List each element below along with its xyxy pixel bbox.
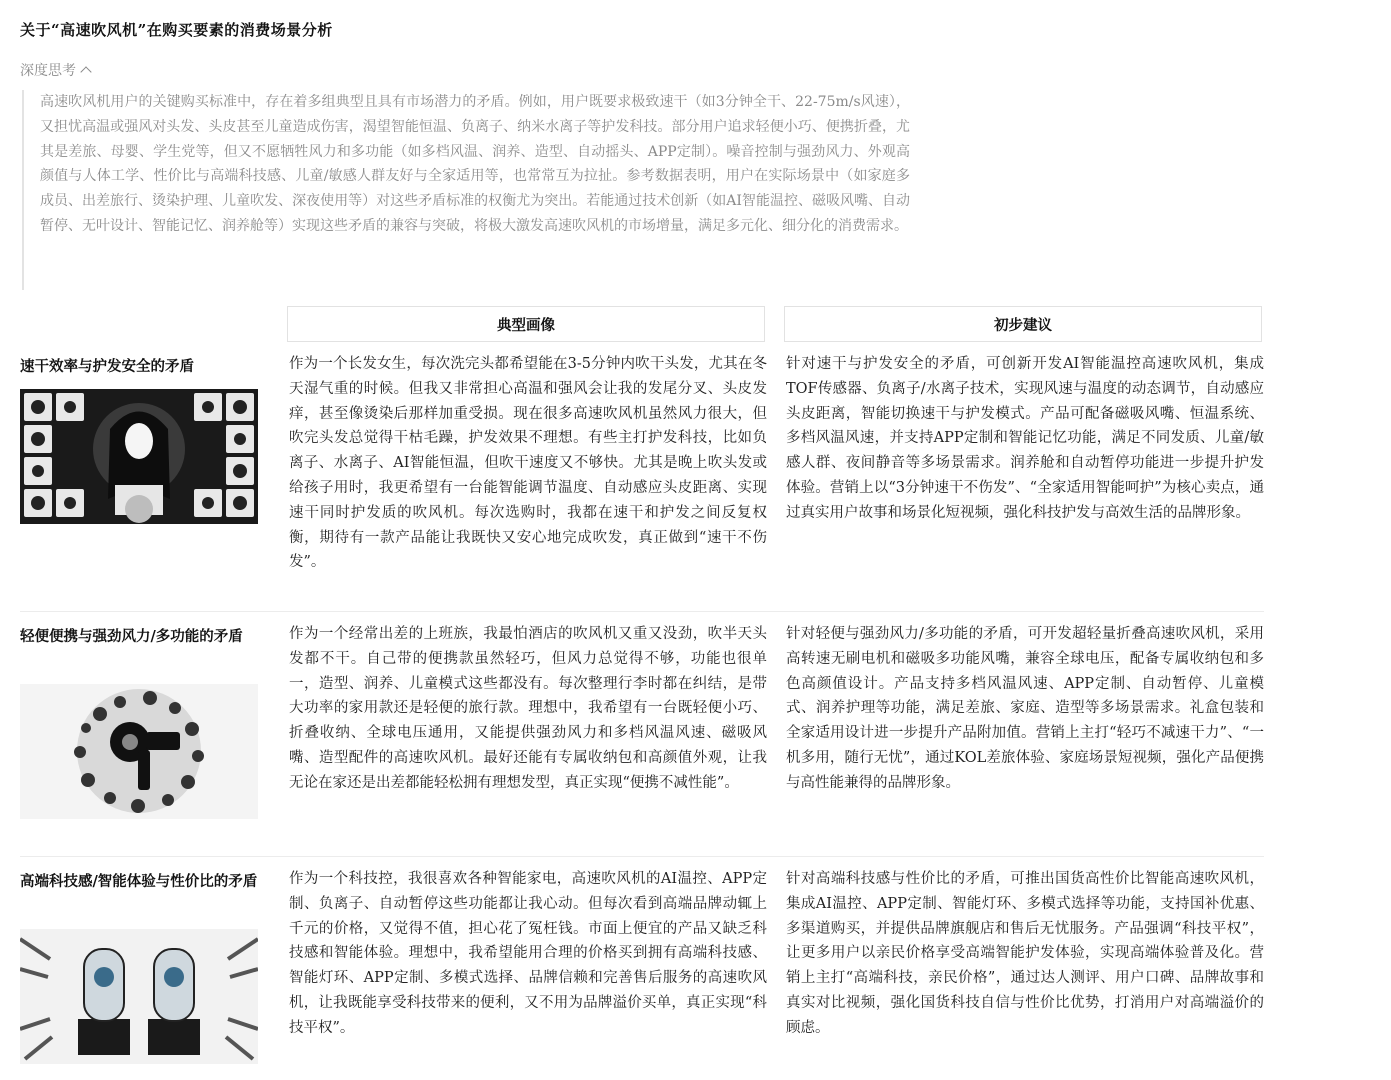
persona-cell: 作为一个经常出差的上班族，我最怕酒店的吹风机又重又没劲，吹半天头发都不干。自己带的便携款虽然轻巧，但风力总觉得不够，功能也很单一，造型、润养、儿童模式这些都没有。每次整理行李时都在纠结，是带大功率的家用款还是轻便的旅行款。理想中，我希望有一台既轻便小巧、折叠收纳、全球电压通用，又能提供强劲风力和多档风温风速、磁吸风嘴、造型配件的高速吹风机。最好还能有专属收纳包和高颜值外观，让我无论在家还是出差都能轻松拥有理想发型，真正实现“便携不减性能”。 [289,626,767,791]
persona-cell: 作为一个科技控，我很喜欢各种智能家电，高速吹风机的AI温控、APP定制、负离子、自动暂停这些功能都让我心动。但每次看到高端品牌动辄上千元的价格，又觉得不值，担心花了冤枉钱。市面上便宜的产品又缺乏科技感和智能体验。理想中，我希望能用合理的价格买到拥有高端科技感、智能灯环、APP定制、多模式选择、品牌信赖和完善售后服务的高速吹风机，让我既能享受科技带来的便利，又不用为品牌溢价买单，真正实现“科技平权”。 [289,871,767,1036]
column-header-suggestion: 初步建议 [784,306,1262,342]
row-illustration-image [20,389,258,524]
deep-thinking-label: 深度思考 [20,63,76,79]
thinking-content: 高速吹风机用户的关键购买标准中，存在着多组典型且具有市场潜力的矛盾。例如，用户既要求极致速干（如3分钟全干、22-75m/s风速），又担忧高温或强风对头发、头皮甚至儿童造成伤害，渴望智能恒温、负离子、纳米水离子等护发科技。部分用户追求轻便小巧、便携折叠，尤其是差旅、母婴、学生党等，但又不愿牺牲风力和多功能（如多档风温、润养、造型、自动摇头、APP定制）。噪音控制与强劲风力、外观高颜值与人体工学、性价比与高端科技感、儿童/敏感人群友好与全家适用等，也常常互为拉扯。参考数据表明，用户在实际场景中（如家庭多成员、出差旅行、烫染护理、儿童吹发、深夜使用等）对这些矛盾标准的权衡尤为突出。若能通过技术创新（如AI智能温控、磁吸风嘴、自动暂停、无叶设计、智能记忆、润养舱等）实现这些矛盾的兼容与突破，将极大激发高速吹风机的市场增量，满足多元化、细分化的消费需求。 [22,90,910,290]
persona-cell: 作为一个长发女生，每次洗完头都希望能在3-5分钟内吹干头发，尤其在冬天湿气重的时候。但我又非常担心高温和强风会让我的发尾分叉、头皮发痒，甚至像烫染后那样加重受损。现在很多高速吹风机虽然风力很大，但吹完头发总觉得干枯毛躁，护发效果不理想。有些主打护发科技，比如负离子、水离子、AI智能恒温，但吹干速度又不够快。尤其是晚上吹头发或给孩子用时，我更希望有一台能智能调节温度、自动感应头皮距离、实现速干同时护发质的吹风机。每次选购时，我都在速干和护发之间反复权衡，期待有一款产品能让我既快又安心地完成吹发，真正做到“速干不伤发”。 [289,356,767,571]
table-row [20,352,1264,612]
row-illustration-image [20,929,258,1064]
table-row [20,622,1264,857]
table-row [20,867,1264,1077]
page-title: 关于“高速吹风机”在购买要素的消费场景分析 [20,21,333,39]
suggestion-cell: 针对轻便与强劲风力/多功能的矛盾，可开发超轻量折叠高速吹风机，采用高转速无刷电机和磁吸多功能风嘴，兼容全球电压，配备专属收纳包和多色高颜值设计。产品支持多档风温风速、APP定制、自动暂停、儿童模式、润养护理等功能，满足差旅、家庭、造型等多场景需求。礼盒包装和全家适用设计进一步提升产品附加值。营销上主打“轻巧不减速干力”、“一机多用，随行无忧”，通过KOL差旅体验、家庭场景短视频，强化产品便携与高性能兼得的品牌形象。 [786,626,1264,791]
row-label: 高端科技感/智能体验与性价比的矛盾 [20,873,258,890]
suggestion-cell: 针对速干与护发安全的矛盾，可创新开发AI智能温控高速吹风机，集成TOF传感器、负离子/水离子技术，实现风速与温度的动态调节，自动感应头皮距离，智能切换速干与护发模式。产品可配备磁吸风嘴、恒温系统、多档风温风速，并支持APP定制和智能记忆功能，满足不同发质、儿童/敏感人群、夜间静音等多场景需求。润养舱和自动暂停功能进一步提升护发体验。营销上以“3分钟速干不伤发”、“全家适用智能呵护”为核心卖点，通过真实用户故事和场景化短视频，强化科技护发与高效生活的品牌形象。 [786,356,1264,521]
suggestion-cell: 针对高端科技感与性价比的矛盾，可推出国货高性价比智能高速吹风机，集成AI温控、APP定制、智能灯环、多模式选择等功能，支持国补优惠、多渠道购买，并提供品牌旗舰店和售后无忧服务。产品强调“科技平权”，让更多用户以亲民价格享受高端智能护发体验，实现高端体验普及化。营销上主打“高端科技，亲民价格”，通过达人测评、用户口碑、品牌故事和真实对比视频，强化国货科技自信与性价比优势，打消用户对高端溢价的顾虑。 [786,871,1264,1036]
row-label: 速干效率与护发安全的矛盾 [20,358,194,375]
chevron-up-icon [80,66,91,77]
row-illustration-image [20,684,258,819]
row-label: 轻便便携与强劲风力/多功能的矛盾 [20,628,243,645]
column-header-persona: 典型画像 [287,306,765,342]
deep-thinking-toggle[interactable] [20,60,90,80]
